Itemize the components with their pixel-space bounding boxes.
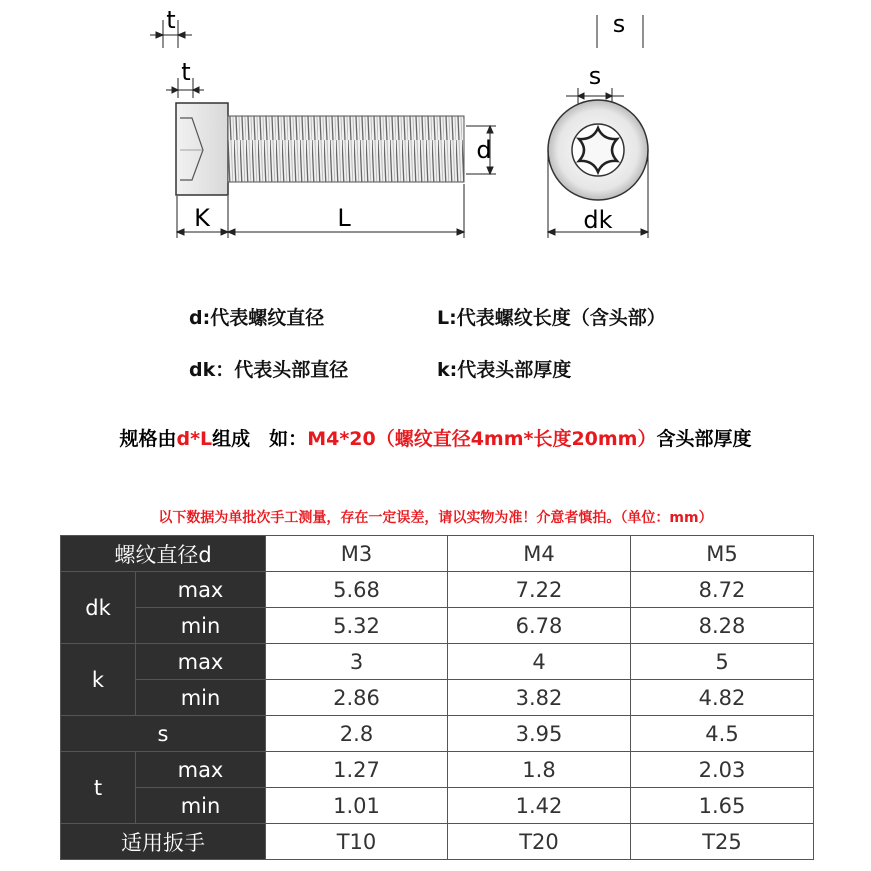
table-cell: 5	[631, 644, 814, 680]
screw-head	[176, 103, 228, 195]
s-row-label: s	[61, 716, 266, 752]
table-cell: 1.42	[448, 788, 631, 824]
s-label-top: s	[612, 10, 626, 38]
table-cell: 5.68	[266, 572, 448, 608]
legend-k: k:代表头部厚度	[437, 359, 572, 381]
dk-row-label: dk	[61, 572, 136, 644]
header-col-m5: M5	[631, 536, 814, 572]
table-cell: 6.78	[448, 608, 631, 644]
legend-dk: dk：代表头部直径	[189, 359, 349, 381]
spec-mid: 组成 如：	[212, 428, 308, 450]
table-cell: 4	[448, 644, 631, 680]
t-max-label: max	[136, 752, 266, 788]
table-row-k-max	[61, 644, 814, 680]
dk-max-label: max	[136, 572, 266, 608]
spec-example: M4*20（螺纹直径4mm*长度20mm）	[307, 428, 657, 450]
spec-formula: d*L	[176, 428, 213, 450]
table-cell: 5.32	[266, 608, 448, 644]
dk-min-label: min	[136, 608, 266, 644]
k-min-label: min	[136, 680, 266, 716]
spec-prefix: 规格由	[119, 428, 177, 450]
table-cell: 8.28	[631, 608, 814, 644]
table-cell: 4.5	[631, 716, 814, 752]
measurement-notice: 以下数据为单批次手工测量，存在一定误差，请以实物为准！介意者慎拍。（单位：mm）	[158, 510, 713, 526]
thread-shank	[228, 116, 464, 182]
table-cell: 2.03	[631, 752, 814, 788]
table-row-t-min	[61, 788, 814, 824]
table-cell: T10	[266, 824, 448, 860]
table-cell: 3.95	[448, 716, 631, 752]
table-row-k-min	[61, 680, 814, 716]
wrench-row-label: 适用扳手	[61, 824, 266, 860]
t-row-label: t	[61, 752, 136, 824]
k-label: K	[194, 204, 210, 232]
table-row-wrench	[61, 824, 814, 860]
t-label-top: t	[166, 6, 176, 34]
table-cell: T25	[631, 824, 814, 860]
table-row-t-max	[61, 752, 814, 788]
table-row-dk-min	[61, 608, 814, 644]
k-row-label: k	[61, 644, 136, 716]
dk-label: dk	[583, 206, 613, 234]
screw-technical-drawing	[0, 0, 871, 260]
table-cell: 2.86	[266, 680, 448, 716]
table-cell: 4.82	[631, 680, 814, 716]
table-cell: 7.22	[448, 572, 631, 608]
header-col-m3: M3	[266, 536, 448, 572]
l-label: L	[337, 204, 351, 232]
header-label: 螺纹直径d	[61, 536, 266, 572]
table-cell: 2.8	[266, 716, 448, 752]
legend-d: d:代表螺纹直径	[189, 307, 325, 329]
table-row-header	[61, 536, 814, 572]
legend-l: L:代表螺纹长度（含头部）	[437, 307, 666, 329]
table-row-s	[61, 716, 814, 752]
table-cell: 8.72	[631, 572, 814, 608]
t-label-head: t	[181, 58, 191, 86]
table-cell: 3	[266, 644, 448, 680]
table-row-dk-max	[61, 572, 814, 608]
table-cell: 1.65	[631, 788, 814, 824]
d-label: d	[476, 136, 492, 164]
specs-table	[60, 535, 814, 860]
table-cell: 1.27	[266, 752, 448, 788]
k-max-label: max	[136, 644, 266, 680]
table-cell: 3.82	[448, 680, 631, 716]
table-cell: 1.01	[266, 788, 448, 824]
table-cell: 1.8	[448, 752, 631, 788]
header-col-m4: M4	[448, 536, 631, 572]
spec-suffix: 含头部厚度	[656, 428, 752, 450]
spec-line	[0, 424, 871, 451]
t-min-label: min	[136, 788, 266, 824]
table-cell: T20	[448, 824, 631, 860]
s-label-inner: s	[588, 62, 602, 90]
